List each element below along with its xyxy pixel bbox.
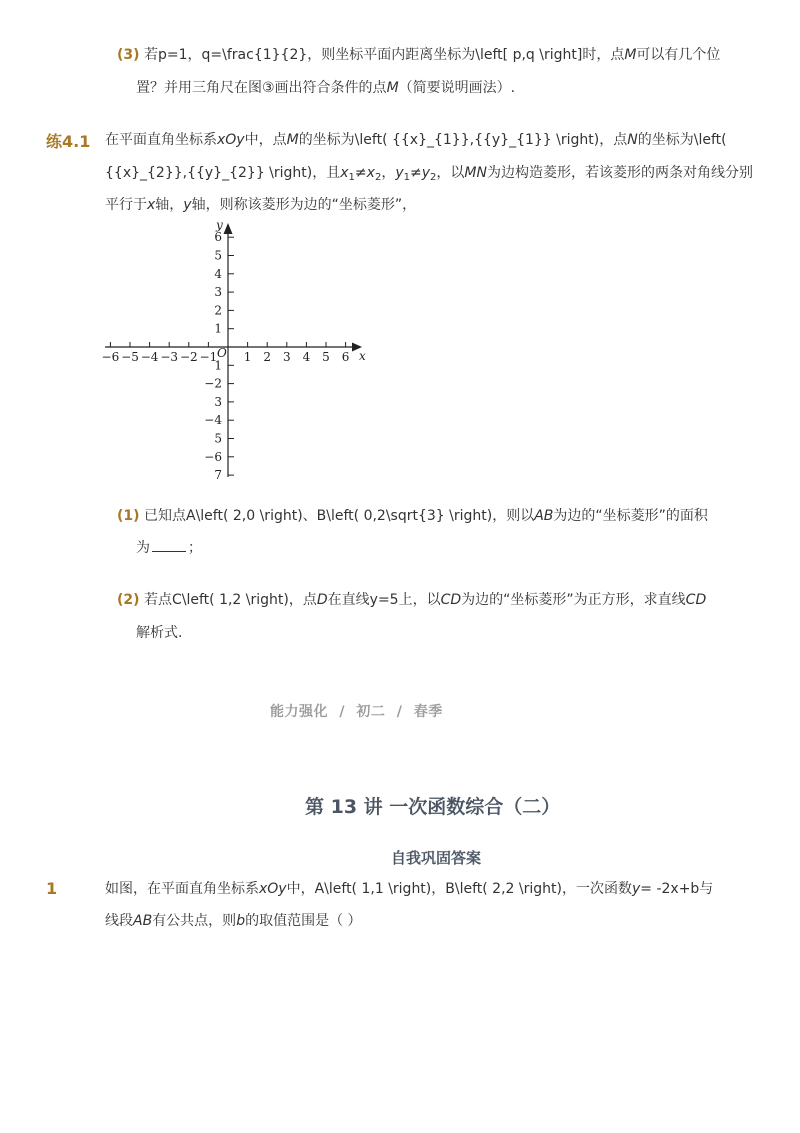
y-tick-label: −2 xyxy=(204,376,222,391)
footer-term: 春季 xyxy=(413,704,443,720)
answer-section-title: 自我巩固答案 xyxy=(391,849,482,867)
y-tick-label: 3 xyxy=(214,285,222,300)
y-tick-label: −4 xyxy=(204,413,222,428)
p2-text-1a: 若点C\left( 1,2 \right)，点 xyxy=(144,592,317,608)
ex41-text-2c: 为边构造菱形，若该菱形的两条对角线分别 xyxy=(486,165,753,181)
ex41-text-1b: 中，点 xyxy=(244,132,287,148)
y-axis-arrow xyxy=(224,223,233,234)
exercise-label: 练4.1 xyxy=(46,132,91,151)
q1-text-1c: = -2x+b与 xyxy=(640,881,714,897)
q3-text-1b: 可以有几个位 xyxy=(636,47,721,63)
chapter-title: 第 13 讲 一次函数综合（二） xyxy=(305,796,561,818)
ex41-text-1a: 在平面直角坐标系 xyxy=(105,132,217,148)
x-tick-label: −6 xyxy=(101,350,120,364)
q1-y: y xyxy=(631,881,641,897)
ex41-text-3a: 平行于 xyxy=(105,197,147,213)
y-tick-label: 1 xyxy=(214,321,222,336)
ex41-text-1d: 的坐标为\left( xyxy=(637,132,727,148)
p2-line-1 xyxy=(117,591,706,609)
ex41-neq2: ≠ xyxy=(410,165,422,181)
ex41-text-3b: 轴， xyxy=(155,197,184,213)
ex41-x-axis: x xyxy=(147,197,156,213)
ex41-sub2: 2 xyxy=(374,172,382,183)
y-tick-label: 2 xyxy=(214,303,222,318)
x-tick-label: −2 xyxy=(179,350,198,364)
q1-text-1a: 如图，在平面直角坐标系 xyxy=(105,881,259,897)
q1-line-2 xyxy=(105,912,362,930)
p2-number: (2) xyxy=(117,592,140,608)
p1-line-1 xyxy=(117,507,708,525)
p1-ab: AB xyxy=(534,508,554,524)
p1-text-1b: 为边的“坐标菱形”的面积 xyxy=(553,508,708,524)
ex41-y-axis: y xyxy=(183,197,192,213)
ex41-x1: x xyxy=(340,165,349,181)
x-tick-label: 6 xyxy=(341,350,350,364)
q1-line-1 xyxy=(105,880,713,898)
q3-text-2a: 置？并用三角尺在图③画出符合条件的点 xyxy=(136,80,387,96)
y-tick-label: 5 xyxy=(214,431,222,446)
p2-text-1b: 在直线y=5上，以 xyxy=(327,592,441,608)
p1-number: (1) xyxy=(117,508,140,524)
ex41-sep: ， xyxy=(381,165,396,181)
ex41-line-3 xyxy=(105,196,416,214)
y-axis-label: y xyxy=(216,218,223,232)
q1-text-1b: 中，A\left( 1,1 \right)，B\left( 2,2 \right)，一次函数 xyxy=(286,881,632,897)
p2-cd2: CD xyxy=(685,592,707,608)
y-tick-label: 4 xyxy=(214,266,222,281)
ex41-y2: y xyxy=(421,165,431,181)
ex41-text-1c: 的坐标为\left( {{x}_{1}},{{y}_{1}} \right)，点 xyxy=(298,132,628,148)
x-tick-label: 1 xyxy=(243,350,252,364)
q3-var-m2: M xyxy=(386,80,399,96)
q1-number: 1 xyxy=(46,879,58,898)
p1-text-2a: 为 xyxy=(136,540,150,556)
ex41-line-2 xyxy=(105,164,753,182)
x-tick-label: −5 xyxy=(121,350,139,364)
ex41-y1: y xyxy=(395,165,404,181)
y-tick-label: 1 xyxy=(214,358,222,373)
footer-sep-2: / xyxy=(396,704,403,720)
page-footer xyxy=(270,701,443,721)
q3-line-1 xyxy=(117,46,720,64)
answer-blank[interactable] xyxy=(152,539,186,552)
origin-label: O xyxy=(217,346,227,360)
x-tick-label: −4 xyxy=(140,350,159,364)
ex41-sub1: 1 xyxy=(348,172,355,183)
ex41-sub3: 1 xyxy=(403,172,410,183)
p1-line-2 xyxy=(136,539,202,557)
p1-text-1a: 已知点A\left( 2,0 \right)、B\left( 0,2\sqrt{3} \right)，则以 xyxy=(144,508,535,524)
x-tick-label: 2 xyxy=(263,350,272,364)
ex41-x2: x xyxy=(366,165,375,181)
ex41-text-3c: 轴，则称该菱形为边的“坐标菱形”， xyxy=(191,197,417,213)
coordinate-graph xyxy=(100,215,370,480)
x-tick-label: −3 xyxy=(160,350,179,364)
x-tick-label: −1 xyxy=(199,350,218,364)
x-tick-label: 4 xyxy=(302,350,311,364)
x-axis-label: x xyxy=(359,349,366,363)
ex41-text-2b: ，以 xyxy=(436,165,465,181)
y-tick-label: 7 xyxy=(214,468,222,480)
ex41-mn: MN xyxy=(464,165,487,181)
q1-xoy: xOy xyxy=(259,881,287,897)
q1-b: b xyxy=(236,913,246,929)
p2-line-2: 解析式. xyxy=(136,625,183,641)
y-tick-label: 5 xyxy=(214,248,222,263)
ex41-neq1: ≠ xyxy=(354,165,367,181)
footer-sep-1: / xyxy=(339,704,345,720)
q3-text-2b: （简要说明画法）. xyxy=(398,80,516,96)
x-tick-label: 5 xyxy=(322,350,330,364)
ex41-xoy: xOy xyxy=(217,132,245,148)
q3-text-1a: 若p=1，q=\frac{1}{2}，则坐标平面内距离坐标为\left[ p,q \right]时，点 xyxy=(144,47,625,63)
q3-line-2 xyxy=(136,79,515,97)
ex41-text-2a: {{x}_{2}},{{y}_{2}} \right)，且 xyxy=(105,165,341,181)
ex41-n: N xyxy=(627,132,638,148)
q3-var-m: M xyxy=(624,47,637,63)
y-tick-label: 6 xyxy=(214,230,222,245)
q1-text-2c: 的取值范围是（ ） xyxy=(245,913,362,929)
y-tick-label: 3 xyxy=(214,394,222,409)
ex41-m: M xyxy=(286,132,299,148)
p2-text-1c: 为边的“坐标菱形”为正方形，求直线 xyxy=(461,592,686,608)
q1-ab: AB xyxy=(133,913,153,929)
x-tick-label: 3 xyxy=(282,350,291,364)
p2-d: D xyxy=(316,592,328,608)
footer-course: 能力强化 xyxy=(270,704,328,720)
footer-grade: 初二 xyxy=(356,704,386,720)
q1-text-2a: 线段 xyxy=(105,913,133,929)
q3-number: (3) xyxy=(117,47,140,63)
q1-text-2b: 有公共点，则 xyxy=(152,913,237,929)
p1-text-2b: ； xyxy=(188,540,202,556)
ex41-line-1 xyxy=(105,131,727,149)
p2-cd: CD xyxy=(440,592,462,608)
y-tick-label: −6 xyxy=(204,449,222,464)
ex41-sub4: 2 xyxy=(430,172,437,183)
